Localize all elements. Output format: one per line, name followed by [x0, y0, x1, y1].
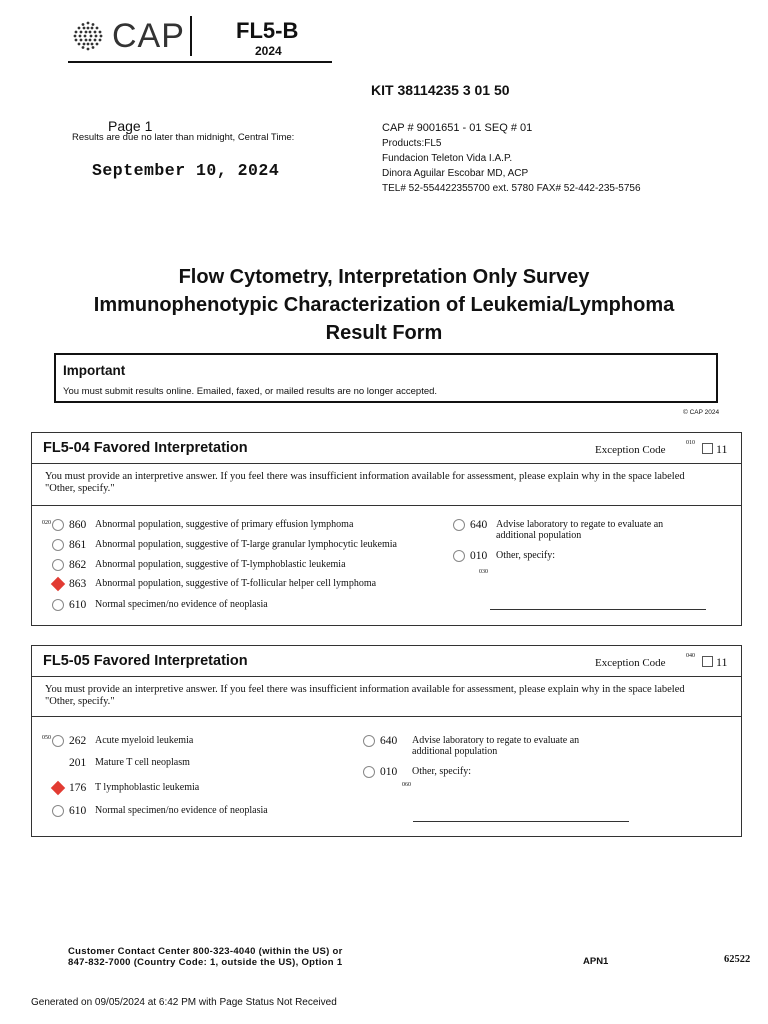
institution: Fundacion Teleton Vida I.A.P.	[382, 153, 513, 164]
important-heading: Important	[63, 363, 126, 378]
option-861[interactable]	[52, 539, 397, 551]
form-titles	[0, 263, 768, 347]
contact-person: Dinora Aguilar Escobar MD, ACP	[382, 168, 529, 179]
section-fl5-04	[31, 432, 742, 626]
option-label: Normal specimen/no evidence of neoplasia	[95, 805, 268, 816]
radio-button[interactable]	[52, 735, 64, 747]
option-640[interactable]	[453, 519, 686, 541]
page-number: Page 1	[108, 118, 153, 134]
form-year: 2024	[255, 44, 282, 58]
options-field-number: 050	[42, 735, 51, 741]
due-date: September 10, 2024	[92, 161, 280, 180]
option-code: 610	[69, 599, 87, 611]
section-header	[32, 646, 741, 677]
header-rule	[68, 61, 332, 63]
cap-logo-icon	[72, 20, 104, 52]
exception-field-number: 040	[686, 653, 695, 659]
form-number: 62522	[724, 954, 751, 965]
copyright: © CAP 2024	[683, 409, 720, 416]
cap-seq: CAP # 9001651 - 01 SEQ # 01	[382, 122, 533, 134]
contact-line-2: 847-832-7000 (Country Code: 1, outside the US), Option 1	[68, 957, 343, 968]
option-label: Normal specimen/no evidence of neoplasia	[95, 599, 268, 610]
option-label: Advise laboratory to regate to evaluate an additional population	[496, 519, 664, 541]
option-010[interactable]	[453, 550, 555, 562]
instruction-text: You must provide an interpretive answer. If you feel there was insufficient information available for assessment, please explain why in the space labeled "Other, specify."	[45, 684, 685, 707]
option-label: Advise laboratory to regate to evaluate an additional population	[412, 735, 580, 757]
exception-code-label: Exception Code	[595, 444, 666, 456]
radio-button[interactable]	[52, 539, 64, 551]
important-text: You must submit results online. Emailed, faxed, or mailed results are no longer accepted.	[63, 386, 438, 397]
option-label: Mature T cell neoplasm	[95, 757, 190, 768]
radio-button[interactable]	[52, 559, 64, 571]
apn-code: APN1	[583, 956, 609, 967]
title-line-1: Flow Cytometry, Interpretation Only Survey	[178, 266, 590, 288]
products: Products:FL5	[382, 138, 442, 149]
option-610[interactable]	[52, 599, 268, 611]
option-862[interactable]	[52, 559, 346, 571]
generated-note: Generated on 09/05/2024 at 6:42 PM with Page Status Not Received	[31, 997, 337, 1008]
customer-contact	[68, 946, 343, 968]
option-code: 640	[470, 519, 488, 531]
other-specify-line[interactable]	[490, 609, 706, 610]
title-line-3: Result Form	[325, 322, 443, 344]
instruction-rule	[32, 716, 741, 717]
logo-divider	[190, 16, 192, 56]
exception-code-checkbox[interactable]	[702, 443, 713, 454]
exception-code-checkbox[interactable]	[702, 656, 713, 667]
important-notice	[54, 353, 718, 403]
option-code: 610	[69, 805, 87, 817]
option-code: 201	[69, 757, 87, 769]
exception-field-number: 010	[686, 440, 695, 446]
lab-info	[382, 121, 641, 196]
option-label: Abnormal population, suggestive of T-follicular helper cell lymphoma	[95, 578, 377, 589]
exception-code-value: 11	[716, 655, 728, 669]
option-code: 262	[69, 735, 87, 747]
option-code: 862	[69, 559, 87, 571]
other-field-number: 030	[479, 569, 488, 575]
radio-button[interactable]	[363, 735, 375, 747]
instruction-rule	[32, 505, 741, 506]
radio-button[interactable]	[52, 805, 64, 817]
option-label: Abnormal population, suggestive of T-large granular lymphocytic leukemia	[95, 539, 397, 550]
option-640[interactable]	[363, 735, 602, 757]
form-code: FL5-B	[236, 18, 299, 43]
option-262[interactable]	[52, 735, 193, 747]
option-code: 861	[69, 539, 87, 551]
option-code: 863	[69, 578, 87, 590]
option-label: Acute myeloid leukemia	[95, 735, 194, 746]
section-title: FL5-04 Favored Interpretation	[43, 440, 248, 456]
options-field-number: 020	[42, 520, 51, 526]
section-fl5-05	[31, 645, 742, 837]
exception-code-value: 11	[716, 442, 728, 456]
option-code: 176	[69, 782, 87, 794]
exception-code-label: Exception Code	[595, 657, 666, 669]
option-label: Other, specify:	[496, 550, 556, 561]
option-610[interactable]	[52, 805, 268, 817]
option-label: Other, specify:	[412, 766, 472, 777]
option-label: Abnormal population, suggestive of T-lymphoblastic leukemia	[95, 559, 346, 570]
other-specify-line[interactable]	[413, 821, 629, 822]
option-label: Abnormal population, suggestive of primary effusion lymphoma	[95, 519, 354, 530]
radio-button[interactable]	[52, 519, 64, 531]
section-header	[32, 433, 741, 464]
section-title: FL5-05 Favored Interpretation	[43, 653, 248, 669]
option-code: 010	[380, 766, 398, 778]
instruction-text: You must provide an interpretive answer. If you feel there was insufficient information available for assessment, please explain why in the space labeled "Other, specify."	[45, 471, 685, 494]
radio-button[interactable]	[52, 599, 64, 611]
selected-marker-icon[interactable]	[51, 577, 65, 591]
kit-number: KIT 38114235 3 01 50	[371, 82, 510, 98]
option-863[interactable]	[52, 578, 376, 590]
phone-fax: TEL# 52-554422355700 ext. 5780 FAX# 52-442-235-5756	[382, 183, 641, 194]
radio-button[interactable]	[363, 766, 375, 778]
option-code: 640	[380, 735, 398, 747]
option-code: 010	[470, 550, 488, 562]
cap-logo-text: CAP	[112, 17, 185, 55]
title-line-2: Immunophenotypic Characterization of Leukemia/Lymphoma	[93, 294, 675, 316]
option-code: 860	[69, 519, 87, 531]
option-label: T lymphoblastic leukemia	[95, 782, 200, 793]
other-field-number: 060	[402, 782, 411, 788]
radio-button[interactable]	[453, 550, 465, 562]
radio-button[interactable]	[453, 519, 465, 531]
contact-line-1: Customer Contact Center 800-323-4040 (within the US) or	[68, 946, 343, 957]
option-176[interactable]	[52, 782, 199, 794]
option-010[interactable]	[363, 766, 471, 778]
option-860[interactable]	[52, 519, 353, 531]
selected-marker-icon[interactable]	[51, 781, 65, 795]
due-label: Results are due no later than midnight, Central Time:	[72, 132, 295, 143]
option-201[interactable]	[52, 757, 190, 769]
